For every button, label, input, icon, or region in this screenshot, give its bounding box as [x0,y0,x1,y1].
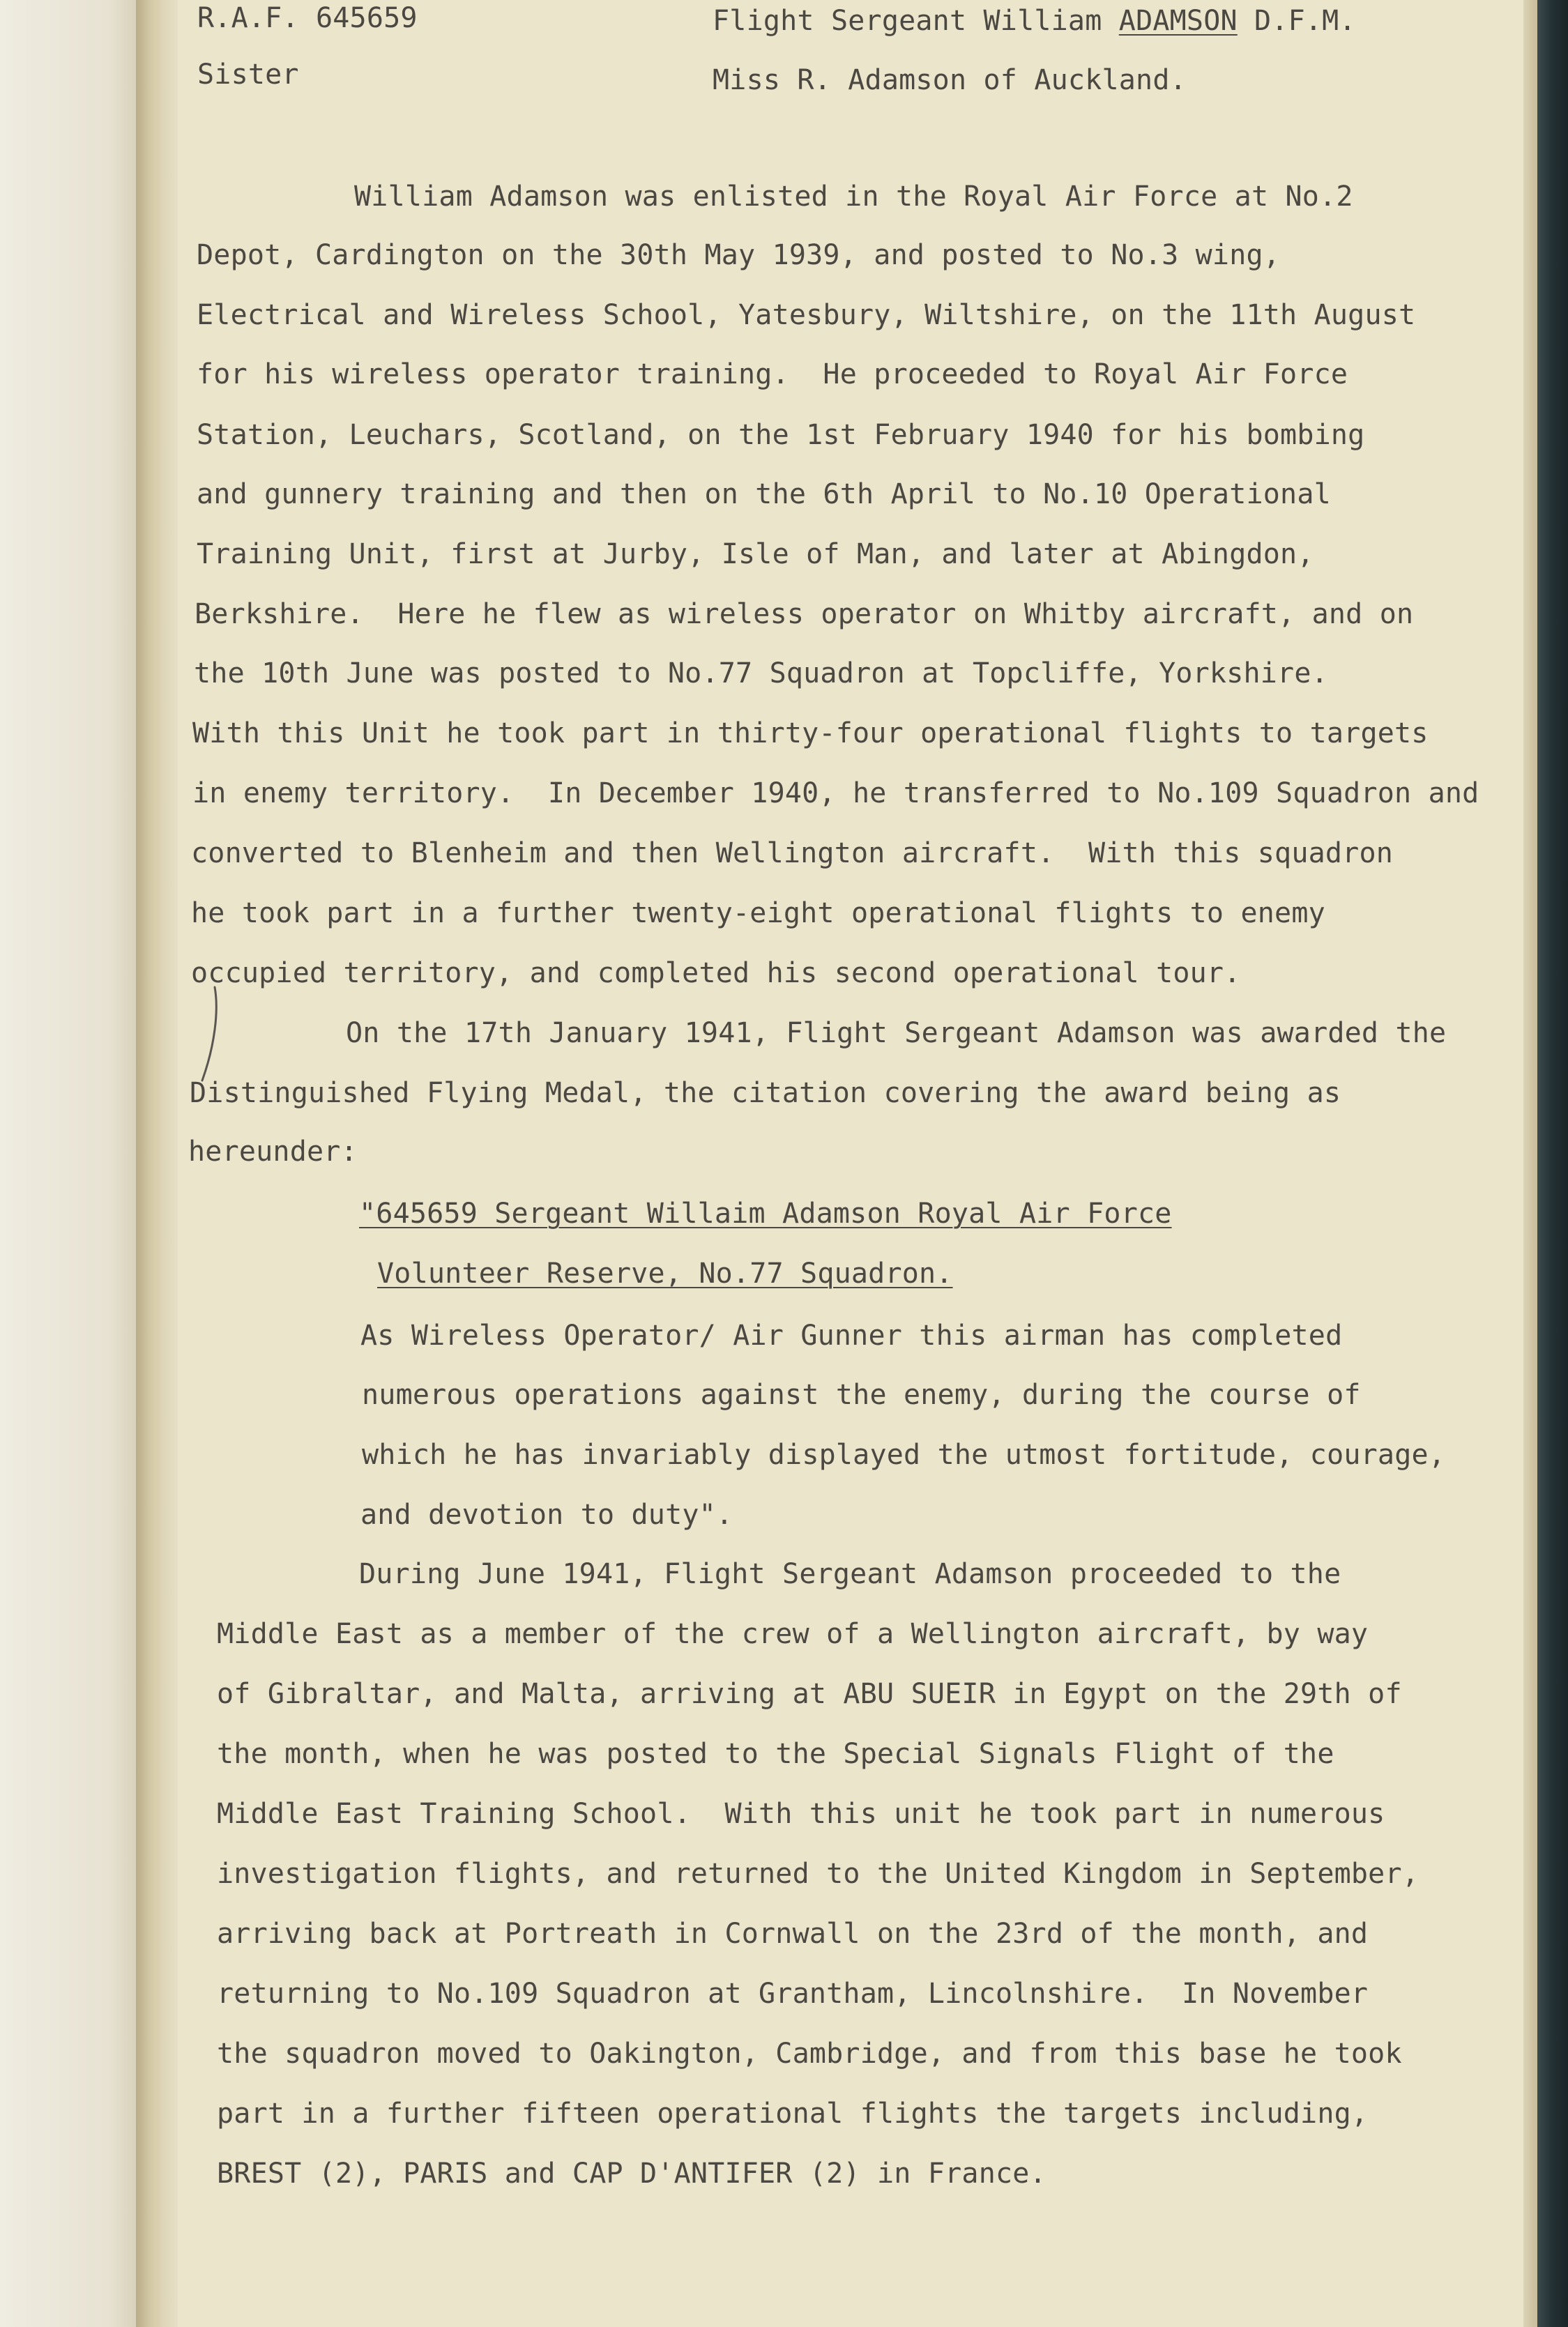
decoration: D.F.M. [1237,5,1356,37]
citation-heading: Volunteer Reserve, No.77 Squadron. [377,1258,953,1290]
body-line: With this Unit he took part in thirty-four operational flights to targets [192,717,1429,749]
next-of-kin: Miss R. Adamson of Auckland. [713,64,1187,96]
body-line: for his wireless operator training. He proceeded to Royal Air Force [197,358,1348,390]
citation-line: which he has invariably displayed the utmost fortitude, courage, [362,1439,1446,1471]
body-line: of Gibraltar, and Malta, arriving at ABU SUEIR in Egypt on the 29th of [217,1678,1402,1710]
body-line: William Adamson was enlisted in the Royal Air Force at No.2 [354,181,1353,213]
airman-name [713,4,1356,38]
body-line: the 10th June was posted to No.77 Squadron at Topcliffe, Yorkshire. [194,657,1328,689]
citation-heading: "645659 Sergeant Willaim Adamson Royal Air Force [359,1198,1172,1230]
body-line: During June 1941, Flight Sergeant Adamson proceeded to the [359,1558,1341,1590]
body-line: investigation flights, and returned to the United Kingdom in September, [217,1858,1419,1890]
body-line: On the 17th January 1941, Flight Sergeant Adamson was awarded the [346,1017,1447,1049]
surname: ADAMSON [1118,5,1238,37]
body-line: and gunnery training and then on the 6th April to No.10 Operational [197,478,1331,510]
body-line: Training Unit, first at Jurby, Isle of Man, and later at Abingdon, [197,538,1314,570]
service-number: R.A.F. 645659 [197,2,418,34]
body-line: converted to Blenheim and then Wellington aircraft. With this squadron [191,837,1394,869]
relation-label: Sister [197,59,299,91]
body-line: arriving back at Portreath in Cornwall on the 23rd of the month, and [217,1918,1369,1950]
body-line: Berkshire. Here he flew as wireless operator on Whitby aircraft, and on [195,598,1414,630]
body-line: Middle East Training School. With this unit he took part in numerous [217,1798,1385,1830]
body-line: returning to No.109 Squadron at Grantham, Lincolnshire. In November [217,1978,1369,2010]
body-line: Depot, Cardington on the 30th May 1939, and posted to No.3 wing, [197,239,1281,271]
book-gutter [136,0,178,2327]
citation-line: numerous operations against the enemy, during the course of [362,1379,1361,1411]
body-line: occupied territory, and completed his second operational tour. [191,957,1241,989]
citation-line: As Wireless Operator/ Air Gunner this airman has completed [360,1320,1343,1352]
body-line: hereunder: [188,1136,358,1168]
margin-pen-mark [187,983,229,1088]
body-line: in enemy territory. In December 1940, he transferred to No.109 Squadron and [192,777,1479,809]
citation-line: and devotion to duty". [360,1499,733,1531]
body-line: the squadron moved to Oakington, Cambridge, and from this base he took [217,2038,1402,2070]
body-line: Electrical and Wireless School, Yatesbury, Wiltshire, on the 11th August [197,299,1416,331]
body-line: BREST (2), PARIS and CAP D'ANTIFER (2) in France. [217,2158,1046,2190]
body-line: Middle East as a member of the crew of a Wellington aircraft, by way [217,1618,1369,1650]
page-edge [1523,0,1537,2327]
body-line: Distinguished Flying Medal, the citation covering the award being as [190,1077,1341,1109]
name-prefix: Flight Sergeant William [713,5,1119,37]
body-line: the month, when he was posted to the Special Signals Flight of the [217,1738,1334,1770]
facing-page [0,0,136,2327]
body-line: Station, Leuchars, Scotland, on the 1st February 1940 for his bombing [197,419,1365,451]
body-line: part in a further fifteen operational flights the targets including, [217,2098,1369,2130]
book-binding [1537,0,1568,2327]
body-line: he took part in a further twenty-eight operational flights to enemy [191,897,1325,929]
